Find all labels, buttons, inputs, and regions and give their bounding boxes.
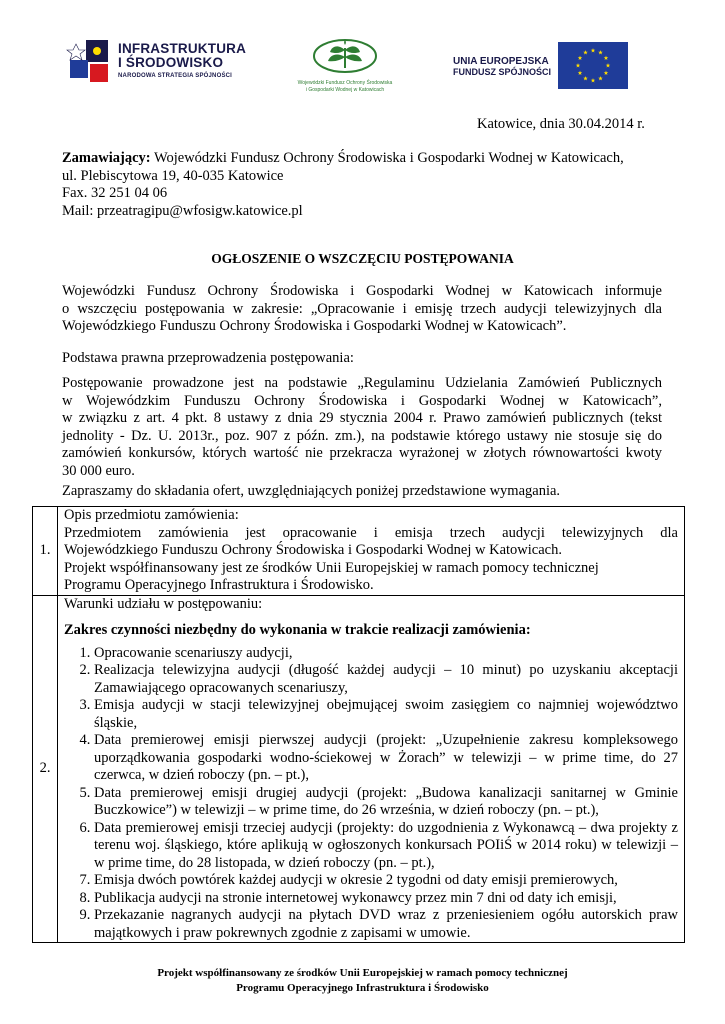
legal-line: w Wojewódzkim Funduszu Ochrony Środowiska i Gospodarki Wodnej w Katowicach”, — [62, 392, 662, 409]
list-item: 3. Emisja audycji w stacji telewizyjnej obejmującej swoim zasięgiem co najmniej województwo śląskie, — [94, 697, 678, 732]
logo-ue-line1: UNIA EUROPEJSKA — [453, 56, 549, 67]
list-item: 6. Data premierowej emisji trzeciej audycji (projekty: do uzgodnienia z Wykonawcą – dwa projekty z terenu woj. śląskiego, które aplikują w ogłoszonych konkursach POIiŚ w 2014 roku) w telewizji – w prime time, do 28 listopada, w dzień roboczy (pn. – pt.), — [94, 820, 678, 873]
list-item: 1. Opracowanie scenariuszy audycji, — [94, 645, 678, 663]
infrastruktura-logo — [66, 38, 246, 98]
logo-bar — [0, 0, 725, 110]
client-label: Zamawiający: — [62, 150, 151, 166]
row-number: 1. — [33, 507, 58, 596]
list-item: 9. Przekazanie nagranych audycji na płytach DVD wraz z przeniesieniem ogółu autorskich praw majątkowych i praw pokrewnych zgodnie z zapisami w umowie. — [94, 907, 678, 942]
leaf-emblem-icon — [312, 38, 378, 74]
table-row — [33, 595, 685, 943]
logo-ue-line2: FUNDUSZ SPÓJNOŚCI — [453, 67, 552, 77]
logo-is-line3: NARODOWA STRATEGIA SPÓJNOŚCI — [118, 73, 233, 79]
row-heading: Warunki udziału w postępowaniu: — [64, 595, 263, 612]
intro-line: o wszczęciu postępowania w zakresie: „Opracowanie i emisję trzech audycji telewizyjnych dla — [62, 300, 662, 317]
row-content — [58, 507, 685, 596]
row-content — [58, 595, 685, 943]
eu-flag-icon — [558, 42, 628, 89]
footer-line: Projekt współfinansowany ze środków Unii Europejskiej w ramach pomocy technicznej — [157, 967, 568, 979]
infrastruktura-emblem-icon — [66, 38, 112, 84]
scope-list — [64, 645, 678, 943]
logo-wf-line2: i Gospodarki Wodnej w Katowicach — [305, 87, 385, 93]
client-mail: Mail: przeatragipu@wfosigw.katowice.pl — [62, 202, 303, 219]
logo-wf-line1: Wojewódzki Fundusz Ochrony Środowiska — [297, 80, 393, 86]
row-line: Przedmiotem zamówienia jest opracowanie i emisja trzech audycji telewizyjnych dla — [64, 524, 678, 541]
requirements-table — [32, 506, 685, 943]
list-item: 8. Publikacja audycji na stronie internetowej wykonawcy przez min 7 dni od daty ich emisji, — [94, 890, 678, 908]
table-row — [33, 507, 685, 596]
document-date: Katowice, dnia 30.04.2014 r. — [477, 116, 645, 132]
client-address: ul. Plebiscytowa 19, 40-035 Katowice — [62, 167, 284, 184]
list-item: 5. Data premierowej emisji drugiej audycji (projekt: „Budowa kanalizacji sanitarnej w Gminie Buczkowice”) w telewizji – w prime time, do 26 września, w dzień roboczy (pn. – pt.), — [94, 785, 678, 820]
client-line — [62, 150, 662, 168]
invitation-line: Zapraszamy do składania ofert, uwzględniających poniżej przedstawione wymagania. — [62, 483, 561, 499]
row-line: Projekt współfinansowany jest ze środków Unii Europejskiej w ramach pomocy technicznej — [64, 559, 599, 576]
footer-line: Programu Operacyjnego Infrastruktura i Środowisko — [236, 982, 489, 994]
row-number: 2. — [33, 595, 58, 943]
scope-heading: Zakres czynności niezbędny do wykonania w trakcie realizacji zamówienia: — [64, 622, 531, 638]
intro-line: Wojewódzki Fundusz Ochrony Środowiska i Gospodarki Wodnej w Katowicach informuje — [62, 283, 662, 299]
eu-logo — [453, 42, 628, 92]
legal-line: zamówień konkursów, których wartość nie przekracza wyrażonej w złotych równowartości kwoty — [62, 445, 662, 461]
legal-line: w związku z art. 4 pkt. 8 ustawy z dnia 29 stycznia 2004 r. Prawo zamówień publicznych (tekst — [62, 410, 662, 426]
intro-line: Wojewódzkiego Funduszu Ochrony Środowiska i Gospodarki Wodnej w Katowicach”. — [62, 318, 567, 334]
intro-paragraph — [62, 283, 662, 336]
client-block — [62, 150, 662, 220]
list-item: 2. Realizacja telewizyjna audycji (długość każdej audycji – 10 minut) po uzyskaniu akceptacji Zamawiającego opracowanych scenariuszy, — [94, 662, 678, 697]
legal-line: Postępowanie prowadzone jest na podstawie „Regulaminu Udzielania Zamówień Publicznych — [62, 375, 662, 391]
logo-is-line1: INFRASTRUKTURA — [118, 41, 247, 56]
legal-basis-paragraph — [62, 375, 662, 480]
client-fax: Fax. 32 251 04 06 — [62, 185, 168, 201]
wfosigw-logo — [290, 38, 400, 98]
logo-is-line2: I ŚRODOWISKO — [118, 55, 224, 70]
row-heading: Opis przedmiotu zamówienia: — [64, 507, 239, 523]
row-line: Wojewódzkiego Funduszu Ochrony Środowiska i Gospodarki Wodnej w Katowicach. — [64, 542, 562, 558]
legal-basis-heading: Podstawa prawna przeprowadzenia postępowania: — [62, 350, 354, 366]
legal-line: 30 000 euro. — [62, 462, 135, 479]
document-title: OGŁOSZENIE O WSZCZĘCIU POSTĘPOWANIA — [211, 251, 514, 266]
list-item: 4. Data premierowej emisji pierwszej audycji (projekt: „Uzupełnienie zakresu kompleksowego uporządkowania gospodarki wodno-ściekowej w Żorach” w telewizji – w prime time, do 27 czerwca, w dzień roboczy (pn. – pt.), — [94, 732, 678, 785]
page-footer — [0, 966, 725, 996]
row-line: Programu Operacyjnego Infrastruktura i Środowisko. — [64, 577, 374, 593]
client-name: Wojewódzki Fundusz Ochrony Środowiska i Gospodarki Wodnej w Katowicach, — [150, 150, 624, 166]
list-item: 7. Emisja dwóch powtórek każdej audycji w okresie 2 tygodni od daty emisji premierowych, — [94, 872, 678, 890]
legal-line: jednolity - Dz. U. 2013r., poz. 907 z późn. zm.), na podstawie którego ustawy nie stosuje się do — [62, 427, 662, 444]
